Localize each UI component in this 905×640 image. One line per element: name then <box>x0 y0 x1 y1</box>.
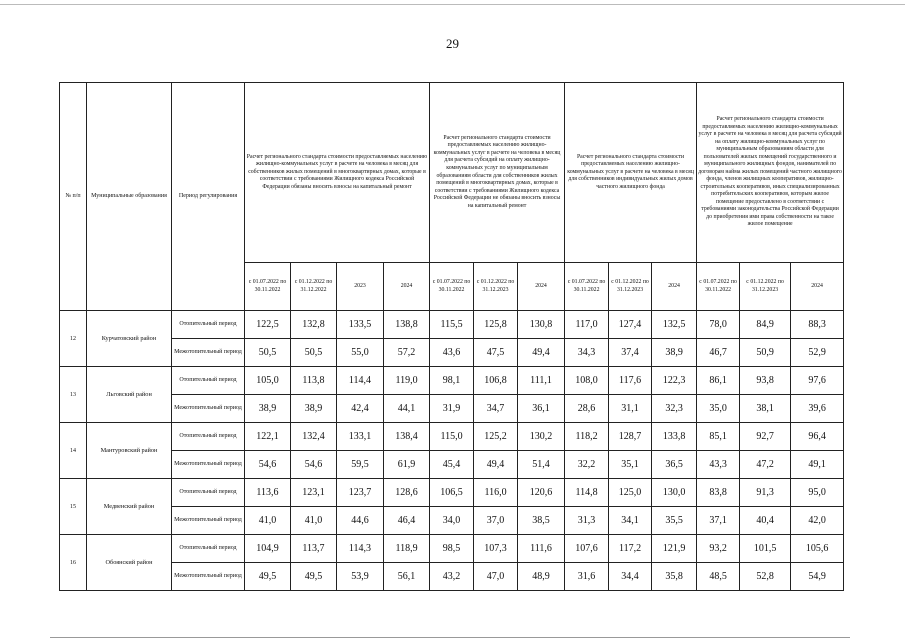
subheader-period: с 01.07.2022 по 30.11.2022 <box>245 263 291 311</box>
value-cell: 50,9 <box>740 339 791 367</box>
value-cell: 138,4 <box>384 423 430 451</box>
value-cell: 114,4 <box>337 367 384 395</box>
value-cell: 32,2 <box>565 451 609 479</box>
value-cell: 43,6 <box>430 339 474 367</box>
period-heating: Отопительный период <box>172 423 245 451</box>
value-cell: 95,0 <box>791 479 844 507</box>
row-number: 14 <box>60 423 87 479</box>
value-cell: 117,2 <box>609 535 652 563</box>
subheader-period: 2023 <box>337 263 384 311</box>
row-number: 15 <box>60 479 87 535</box>
value-cell: 93,2 <box>697 535 740 563</box>
value-cell: 41,0 <box>245 507 291 535</box>
value-cell: 31,1 <box>609 395 652 423</box>
value-cell: 132,8 <box>291 311 337 339</box>
value-cell: 46,4 <box>384 507 430 535</box>
value-cell: 41,0 <box>291 507 337 535</box>
value-cell: 85,1 <box>697 423 740 451</box>
value-cell: 35,1 <box>609 451 652 479</box>
value-cell: 42,4 <box>337 395 384 423</box>
value-cell: 31,3 <box>565 507 609 535</box>
header-group-1: Расчет регионального стандарта стоимости предоставляемых населению жилищно-коммунальных услуг в расчете на человека в месяц для собственников жилых помещений в многоквартирных домах, которые в соответствии с требованиями Жилищного кодекса Российской Федерации обязаны вносить взносы на капитальный ремонт <box>245 83 430 263</box>
value-cell: 138,8 <box>384 311 430 339</box>
table-row <box>60 339 844 367</box>
value-cell: 123,1 <box>291 479 337 507</box>
subheader-period: с 01.07.2022 по 30.11.2022 <box>430 263 474 311</box>
header-num: № п/п <box>60 83 87 311</box>
period-heating: Отопительный период <box>172 479 245 507</box>
value-cell: 86,1 <box>697 367 740 395</box>
value-cell: 130,2 <box>518 423 565 451</box>
table-row <box>60 423 844 451</box>
value-cell: 115,0 <box>430 423 474 451</box>
value-cell: 38,9 <box>652 339 697 367</box>
value-cell: 98,1 <box>430 367 474 395</box>
value-cell: 49,4 <box>518 339 565 367</box>
row-number: 16 <box>60 535 87 591</box>
value-cell: 106,5 <box>430 479 474 507</box>
table-row <box>60 451 844 479</box>
period-heating: Отопительный период <box>172 367 245 395</box>
value-cell: 116,0 <box>474 479 518 507</box>
table-row <box>60 535 844 563</box>
value-cell: 34,4 <box>609 563 652 591</box>
value-cell: 46,7 <box>697 339 740 367</box>
value-cell: 133,1 <box>337 423 384 451</box>
table-row <box>60 395 844 423</box>
value-cell: 52,8 <box>740 563 791 591</box>
value-cell: 88,3 <box>791 311 844 339</box>
municipality-name: Медвенский район <box>87 479 172 535</box>
value-cell: 38,5 <box>518 507 565 535</box>
value-cell: 122,5 <box>245 311 291 339</box>
subheader-period: 2024 <box>384 263 430 311</box>
value-cell: 34,0 <box>430 507 474 535</box>
value-cell: 35,5 <box>652 507 697 535</box>
subheader-period: 2024 <box>652 263 697 311</box>
period-nonheating: Межотопительный период <box>172 451 245 479</box>
header-group-3: Расчет регионального стандарта стоимости предоставляемых населению жилищно-коммунальных услуг в расчете на человека в месяц для собственников индивидуальных жилых домов частного жилищного фонда <box>565 83 697 263</box>
value-cell: 49,5 <box>245 563 291 591</box>
value-cell: 92,7 <box>740 423 791 451</box>
period-nonheating: Межотопительный период <box>172 507 245 535</box>
value-cell: 35,0 <box>697 395 740 423</box>
municipality-name: Льговский район <box>87 367 172 423</box>
municipality-name: Курчатовский район <box>87 311 172 367</box>
value-cell: 120,6 <box>518 479 565 507</box>
value-cell: 105,0 <box>245 367 291 395</box>
header-group-2: Расчет регионального стандарта стоимости предоставляемых населению жилищно-коммунальных услуг в расчете на человека в месяц для расчета субсидий на оплату жилищно-коммунальных услуг по муниципальным образованиям области для собственников жилых помещений в многоквартирных домах, которые в соответствии с требованиями Жилищного кодекса Российской Федерации не обязаны вносить взносы на капитальный ремонт <box>430 83 565 263</box>
value-cell: 122,3 <box>652 367 697 395</box>
value-cell: 49,1 <box>791 451 844 479</box>
value-cell: 93,8 <box>740 367 791 395</box>
value-cell: 36,1 <box>518 395 565 423</box>
table-body <box>60 311 844 591</box>
value-cell: 133,5 <box>337 311 384 339</box>
value-cell: 48,5 <box>697 563 740 591</box>
value-cell: 114,3 <box>337 535 384 563</box>
value-cell: 132,5 <box>652 311 697 339</box>
period-nonheating: Межотопительный период <box>172 395 245 423</box>
row-number: 12 <box>60 311 87 367</box>
value-cell: 50,5 <box>245 339 291 367</box>
value-cell: 118,2 <box>565 423 609 451</box>
value-cell: 54,6 <box>245 451 291 479</box>
value-cell: 113,6 <box>245 479 291 507</box>
value-cell: 48,9 <box>518 563 565 591</box>
value-cell: 47,0 <box>474 563 518 591</box>
table-row <box>60 507 844 535</box>
value-cell: 125,8 <box>474 311 518 339</box>
value-cell: 54,9 <box>791 563 844 591</box>
subheader-period: с 01.07.2022 по 30.11.2022 <box>565 263 609 311</box>
subheader-period: с 01.12.2022 по 31.12.2023 <box>609 263 652 311</box>
value-cell: 57,2 <box>384 339 430 367</box>
value-cell: 34,7 <box>474 395 518 423</box>
value-cell: 34,3 <box>565 339 609 367</box>
value-cell: 83,8 <box>697 479 740 507</box>
header-period: Период регулирования <box>172 83 245 311</box>
value-cell: 38,1 <box>740 395 791 423</box>
value-cell: 111,6 <box>518 535 565 563</box>
value-cell: 111,1 <box>518 367 565 395</box>
top-edge-line <box>0 4 905 5</box>
value-cell: 36,5 <box>652 451 697 479</box>
value-cell: 61,9 <box>384 451 430 479</box>
value-cell: 123,7 <box>337 479 384 507</box>
value-cell: 114,8 <box>565 479 609 507</box>
value-cell: 133,8 <box>652 423 697 451</box>
period-nonheating: Межотопительный период <box>172 563 245 591</box>
value-cell: 130,0 <box>652 479 697 507</box>
value-cell: 43,3 <box>697 451 740 479</box>
value-cell: 107,6 <box>565 535 609 563</box>
table-row <box>60 311 844 339</box>
value-cell: 35,8 <box>652 563 697 591</box>
value-cell: 121,9 <box>652 535 697 563</box>
value-cell: 130,8 <box>518 311 565 339</box>
table-header <box>60 83 844 311</box>
value-cell: 98,5 <box>430 535 474 563</box>
header-municipality: Муниципальные образования <box>87 83 172 311</box>
value-cell: 125,0 <box>609 479 652 507</box>
value-cell: 47,5 <box>474 339 518 367</box>
value-cell: 42,0 <box>791 507 844 535</box>
header-group-4: Расчет регионального стандарта стоимости предоставляемых населению жилищно-коммунальных услуг в расчете на человека в месяц для расчета субсидий на оплату жилищно-коммунальных услуг по муниципальным образованиям области для пользователей жилых помещений государственного и муниципального жилищных фондов, нанимателей по договорам найма жилых помещений частного жилищного фонда, членов жилищных кооперативов, жилищно-строительных кооперативов, иных специализированных потребительских кооперативов, которым жилое помещение предоставлено в соответствии с требованиями законодательства Российской Федерации до приобретения ими права собственности на такое жилое помещение <box>697 83 844 263</box>
value-cell: 78,0 <box>697 311 740 339</box>
value-cell: 31,6 <box>565 563 609 591</box>
municipality-name: Обоянский район <box>87 535 172 591</box>
value-cell: 59,5 <box>337 451 384 479</box>
value-cell: 28,6 <box>565 395 609 423</box>
subheader-period: с 01.12.2022 по 31.12.2023 <box>474 263 518 311</box>
value-cell: 37,1 <box>697 507 740 535</box>
value-cell: 91,3 <box>740 479 791 507</box>
value-cell: 49,5 <box>291 563 337 591</box>
value-cell: 31,9 <box>430 395 474 423</box>
value-cell: 119,0 <box>384 367 430 395</box>
value-cell: 37,4 <box>609 339 652 367</box>
subheader-period: с 01.12.2022 по 31.12.2023 <box>740 263 791 311</box>
period-heating: Отопительный период <box>172 535 245 563</box>
value-cell: 43,2 <box>430 563 474 591</box>
value-cell: 97,6 <box>791 367 844 395</box>
value-cell: 127,4 <box>609 311 652 339</box>
value-cell: 53,9 <box>337 563 384 591</box>
table-row <box>60 479 844 507</box>
value-cell: 49,4 <box>474 451 518 479</box>
regional-standard-table <box>59 82 844 591</box>
value-cell: 32,3 <box>652 395 697 423</box>
value-cell: 47,2 <box>740 451 791 479</box>
value-cell: 45,4 <box>430 451 474 479</box>
value-cell: 38,9 <box>245 395 291 423</box>
value-cell: 44,1 <box>384 395 430 423</box>
row-number: 13 <box>60 367 87 423</box>
bottom-edge-line <box>50 637 850 638</box>
municipality-name: Мантуровский район <box>87 423 172 479</box>
value-cell: 104,9 <box>245 535 291 563</box>
period-heating: Отопительный период <box>172 311 245 339</box>
page-number: 29 <box>446 36 459 51</box>
value-cell: 84,9 <box>740 311 791 339</box>
value-cell: 113,8 <box>291 367 337 395</box>
value-cell: 125,2 <box>474 423 518 451</box>
value-cell: 106,8 <box>474 367 518 395</box>
table-row <box>60 367 844 395</box>
value-cell: 132,4 <box>291 423 337 451</box>
value-cell: 128,6 <box>384 479 430 507</box>
value-cell: 113,7 <box>291 535 337 563</box>
subheader-period: 2024 <box>791 263 844 311</box>
value-cell: 54,6 <box>291 451 337 479</box>
value-cell: 34,1 <box>609 507 652 535</box>
value-cell: 108,0 <box>565 367 609 395</box>
value-cell: 51,4 <box>518 451 565 479</box>
value-cell: 105,6 <box>791 535 844 563</box>
value-cell: 115,5 <box>430 311 474 339</box>
period-nonheating: Межотопительный период <box>172 339 245 367</box>
value-cell: 128,7 <box>609 423 652 451</box>
value-cell: 38,9 <box>291 395 337 423</box>
subheader-period: с 01.12.2022 по 31.12.2022 <box>291 263 337 311</box>
value-cell: 101,5 <box>740 535 791 563</box>
subheader-period: с 01.07.2022 по 30.11.2022 <box>697 263 740 311</box>
value-cell: 118,9 <box>384 535 430 563</box>
value-cell: 50,5 <box>291 339 337 367</box>
value-cell: 44,6 <box>337 507 384 535</box>
value-cell: 55,0 <box>337 339 384 367</box>
value-cell: 117,0 <box>565 311 609 339</box>
table-row <box>60 563 844 591</box>
value-cell: 117,6 <box>609 367 652 395</box>
value-cell: 40,4 <box>740 507 791 535</box>
value-cell: 107,3 <box>474 535 518 563</box>
value-cell: 122,1 <box>245 423 291 451</box>
value-cell: 39,6 <box>791 395 844 423</box>
value-cell: 56,1 <box>384 563 430 591</box>
value-cell: 37,0 <box>474 507 518 535</box>
value-cell: 52,9 <box>791 339 844 367</box>
value-cell: 96,4 <box>791 423 844 451</box>
subheader-period: 2024 <box>518 263 565 311</box>
